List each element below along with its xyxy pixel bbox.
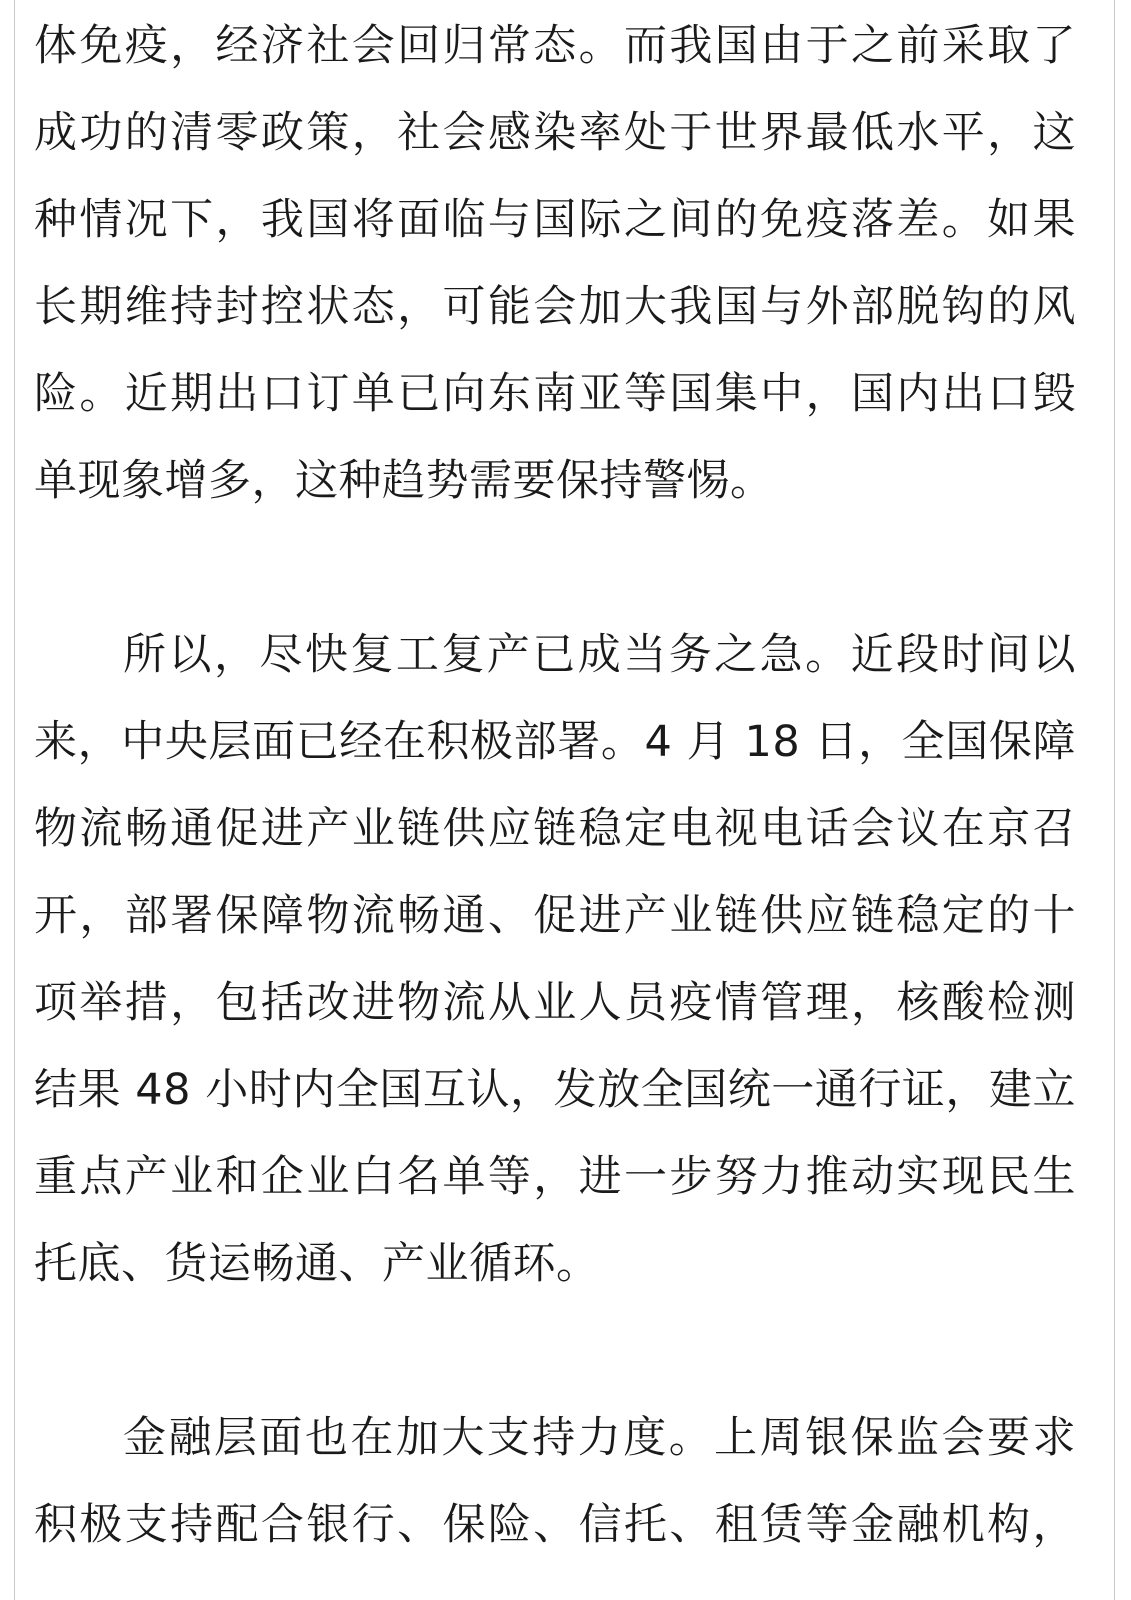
text-line: 险。近期出口订单已向东南亚等国集中，国内出口毁 xyxy=(34,369,1076,419)
text-line: 物流畅通促进产业链供应链稳定电视电话会议在京召 xyxy=(34,804,1076,854)
text-line: 结果 48 小时内全国互认，发放全国统一通行证，建立 xyxy=(34,1065,1076,1115)
text-line: 成功的清零政策，社会感染率处于世界最低水平，这 xyxy=(34,108,1076,158)
text-line: 所以，尽快复工复产已成当务之急。近段时间以 xyxy=(123,630,1076,680)
text-line: 单现象增多，这种趋势需要保持警惕。 xyxy=(34,456,774,506)
text-line: 体免疫，经济社会回归常态。而我国由于之前采取了 xyxy=(34,21,1076,71)
text-line: 开，部署保障物流畅通、促进产业链供应链稳定的十 xyxy=(34,891,1076,941)
text-line: 积极支持配合银行、保险、信托、租赁等金融机构， xyxy=(34,1500,1076,1550)
text-line: 种情况下，我国将面临与国际之间的免疫落差。如果 xyxy=(34,195,1076,245)
text-line: 重点产业和企业白名单等，进一步努力推动实现民生 xyxy=(34,1152,1076,1202)
text-line: 金融层面也在加大支持力度。上周银保监会要求 xyxy=(123,1413,1076,1463)
text-line: 项举措，包括改进物流从业人员疫情管理，核酸检测 xyxy=(34,978,1076,1028)
text-line: 来，中央层面已经在积极部署。4 月 18 日，全国保障 xyxy=(34,717,1076,767)
text-line: 托底、货运畅通、产业循环。 xyxy=(34,1239,600,1289)
text-line: 长期维持封控状态，可能会加大我国与外部脱钩的风 xyxy=(34,282,1076,332)
